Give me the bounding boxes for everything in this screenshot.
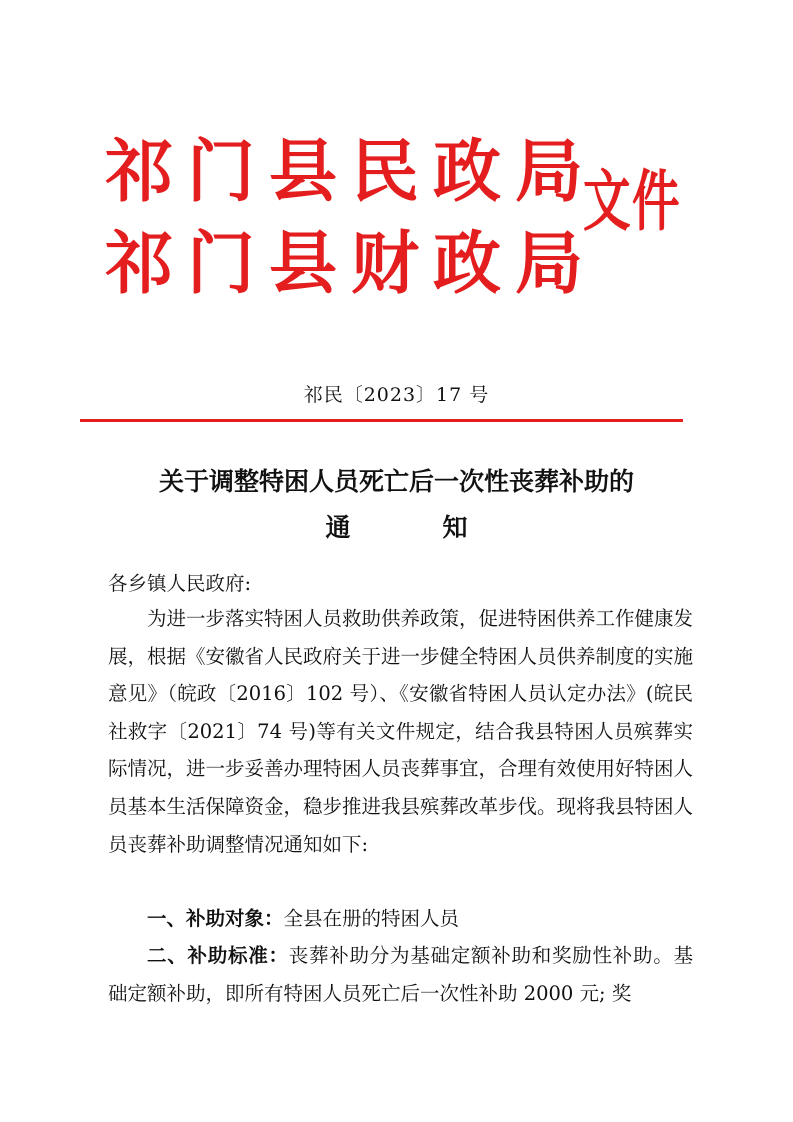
item-text: 丧葬补助分为基础定额补助和奖励性补助。基础定额补助，即所有特困人员死亡后一次性补助 2000 元; 奖 (108, 944, 693, 1005)
title-char-2: 知 (442, 513, 468, 542)
item-label: 一、补助对象： (147, 907, 284, 930)
document-suffix: 文件 (583, 162, 681, 240)
item-text: 全县在册的特困人员 (283, 907, 460, 930)
issuer-line-finance: 祁门县财政局 (105, 224, 598, 304)
document-number: 祁民〔2023〕17 号 (303, 384, 490, 406)
issuer-line-civil-affairs: 祁门县民政局 (105, 132, 598, 212)
header-divider (80, 419, 683, 422)
body-paragraph: 为进一步落实特困人员救助供养政策，促进特困供养工作健康发展，根据《安徽省人民政府关于进一步健全特困人员供养制度的实施意见》（皖政〔2016〕102 号）、《安徽省特困人员认定办法》(皖民社救字〔2021〕74 号)等有关文件规定，结合我县特困人员殡葬实际情况，进一步妥善办理特困人员丧葬事宜，合理有效使用好特困人员基本生活保障资金，稳步推进我县殡葬改革步伐。现将我县特困人员丧葬补助调整情况通知如下: (108, 607, 694, 856)
title-char-1: 通 (325, 513, 351, 542)
list-item (108, 900, 693, 938)
item-label: 二、补助标准： (147, 944, 289, 967)
list-item (108, 937, 693, 1012)
document-title-line2 (0, 508, 793, 544)
document-title-line1: 关于调整特困人员死亡后一次性丧葬补助的 (158, 467, 634, 496)
salutation: 各乡镇人民政府: (108, 572, 252, 595)
